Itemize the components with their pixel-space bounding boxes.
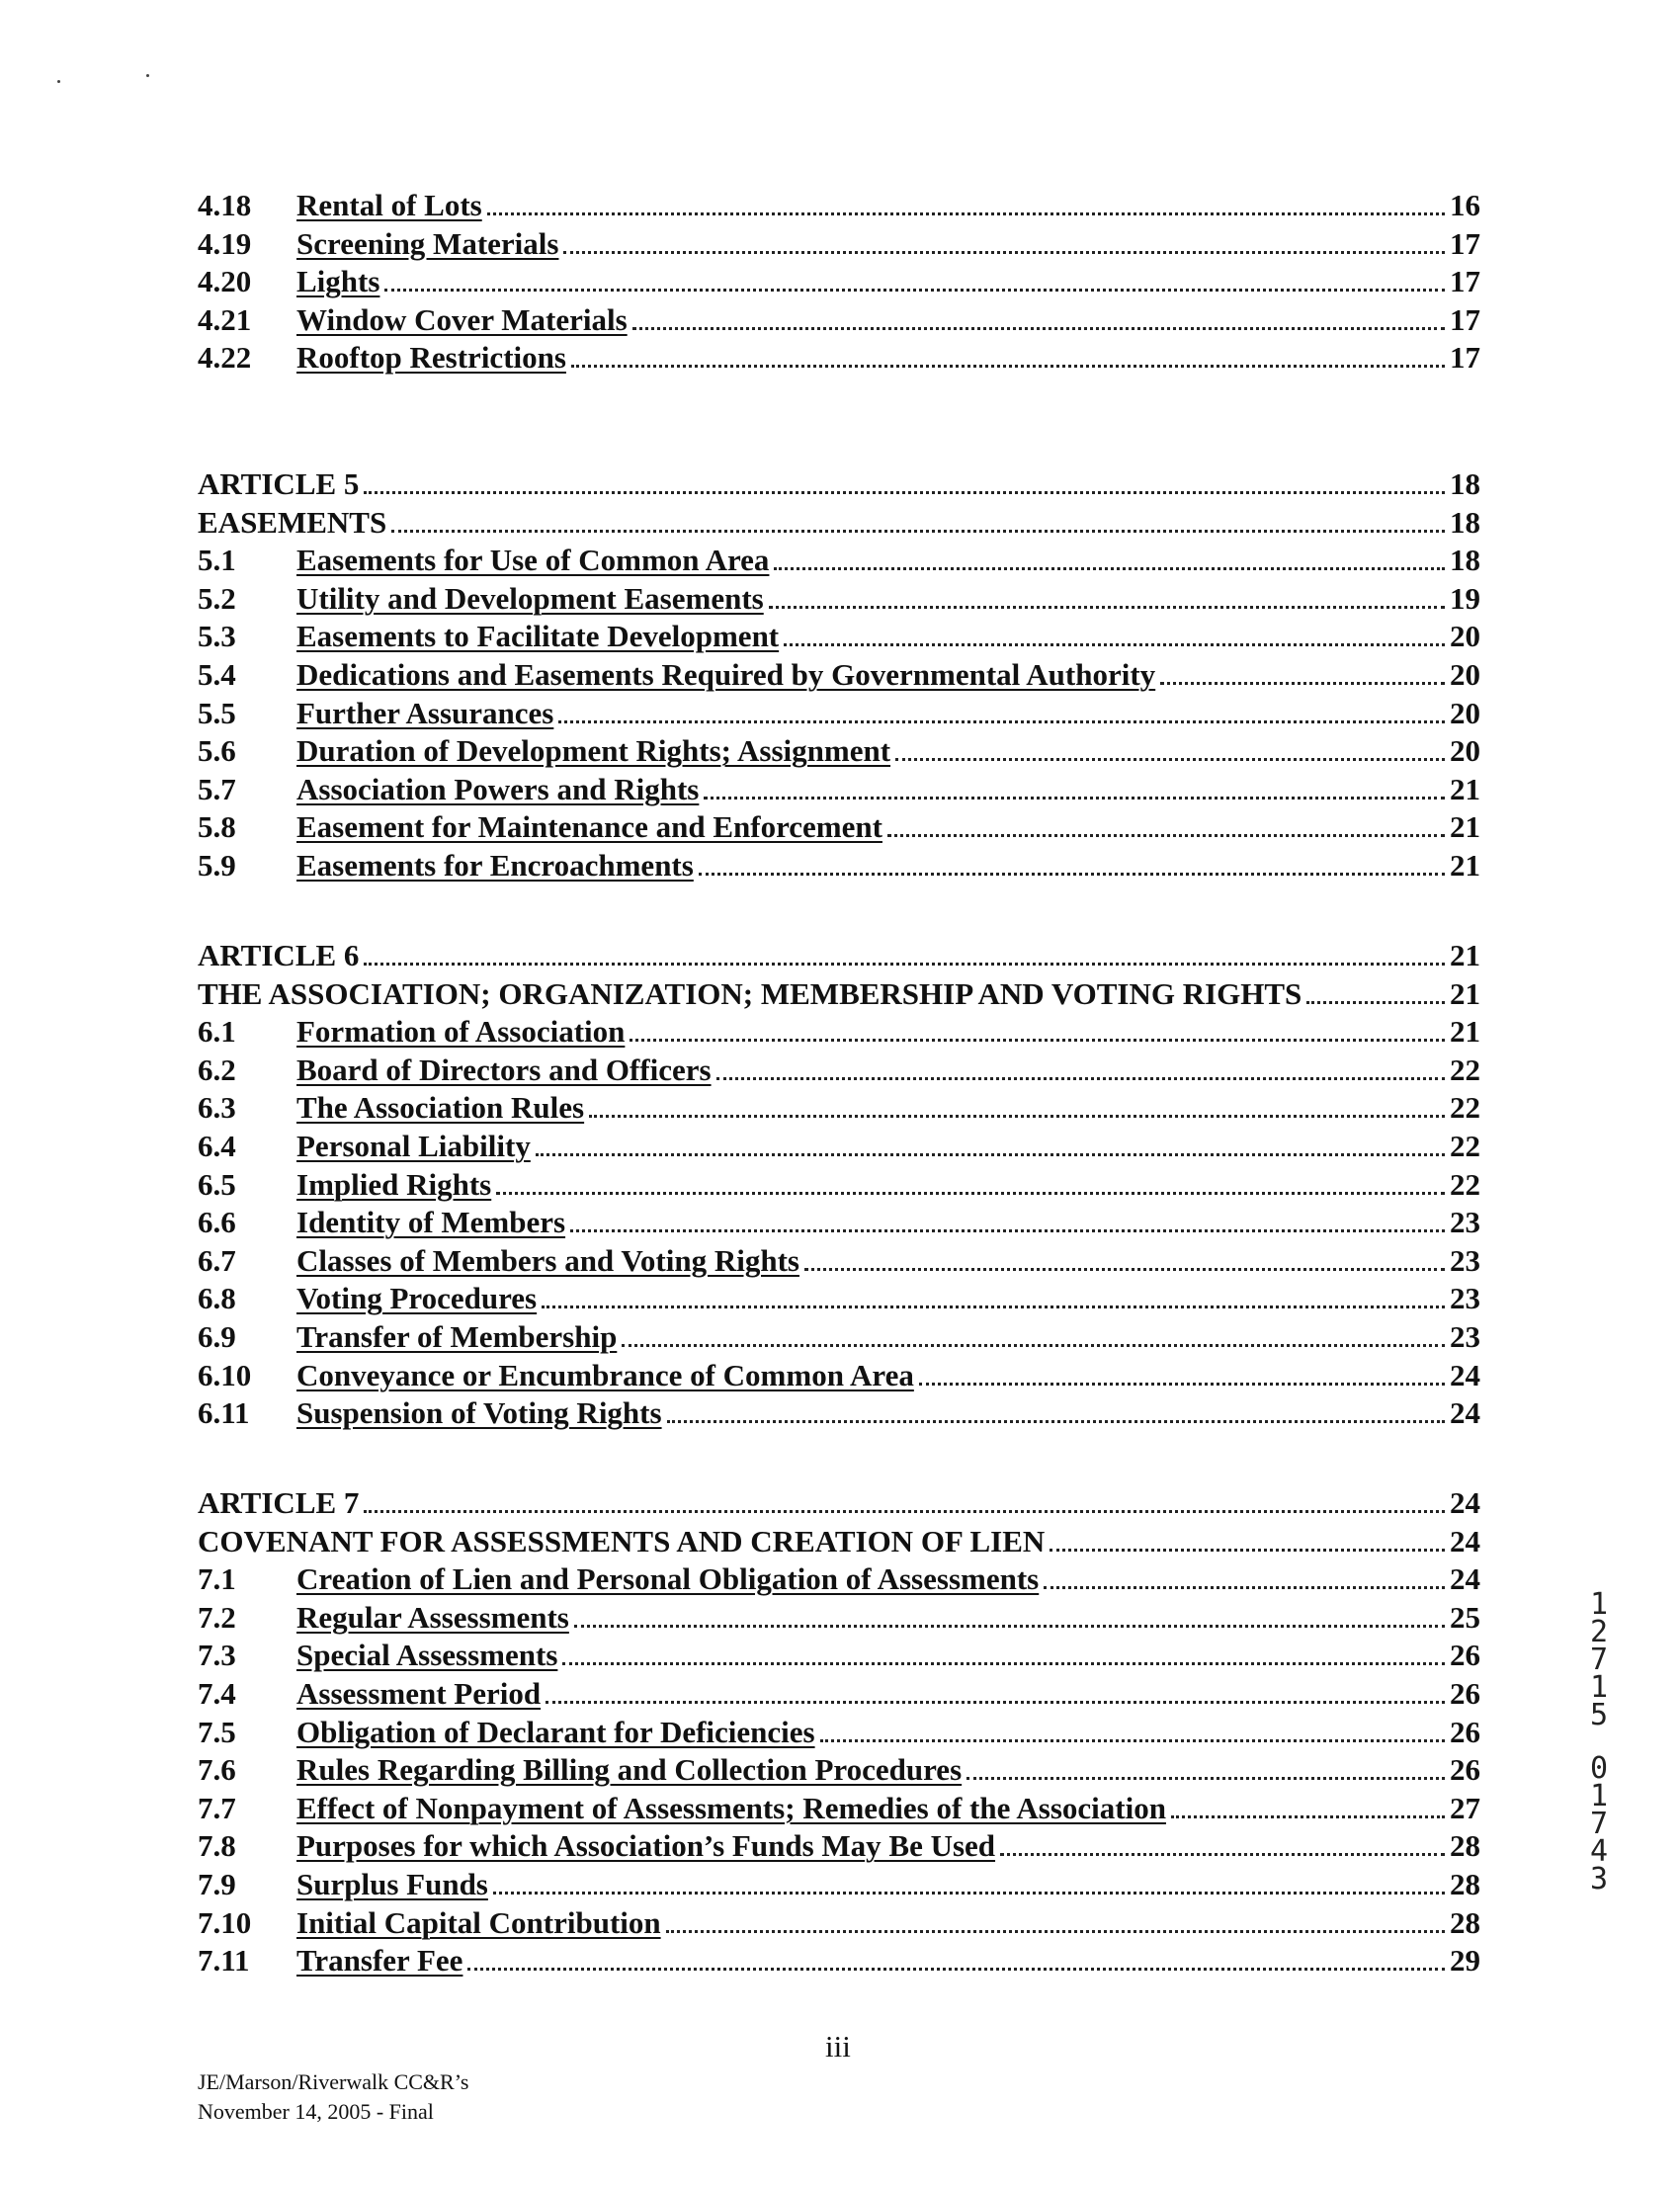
section-title: Special Assessments xyxy=(296,1638,558,1673)
section-title: Personal Liability xyxy=(296,1129,531,1163)
section-title: Lights xyxy=(296,264,380,299)
dot-leader xyxy=(574,1598,1445,1628)
toc-entry xyxy=(198,1393,1480,1433)
section-title: Identity of Members xyxy=(296,1205,566,1240)
section-number: 4.22 xyxy=(198,340,252,376)
toc-entry xyxy=(198,186,1480,225)
page-reference: 29 xyxy=(1450,1943,1480,1979)
toc-entry xyxy=(198,300,1480,340)
section-title: Implied Rights xyxy=(296,1166,492,1202)
section-number: 5.7 xyxy=(198,771,236,806)
page-reference: 21 xyxy=(1450,1014,1480,1050)
dot-leader xyxy=(784,617,1445,646)
page-reference: 21 xyxy=(1450,771,1480,806)
section-number: 5.3 xyxy=(198,619,236,654)
dot-leader xyxy=(716,1051,1445,1080)
page-reference: 19 xyxy=(1450,580,1480,616)
section-number: 6.7 xyxy=(198,1242,236,1278)
toc-entry xyxy=(198,1674,1480,1714)
page-reference: 16 xyxy=(1450,188,1480,222)
section-title: Utility and Development Easements xyxy=(296,580,764,616)
page-reference: 21 xyxy=(1450,809,1480,845)
page-reference: 24 xyxy=(1450,1357,1480,1392)
dot-leader xyxy=(1171,1789,1445,1818)
section-number: 7.11 xyxy=(198,1943,250,1979)
page-reference: 23 xyxy=(1450,1281,1480,1316)
section-number: 7.6 xyxy=(198,1752,236,1788)
page-reference: 20 xyxy=(1450,657,1480,692)
dot-leader xyxy=(966,1750,1445,1780)
section-number: 6.3 xyxy=(198,1090,236,1126)
dot-leader xyxy=(804,1241,1445,1271)
page-reference: 22 xyxy=(1450,1129,1480,1163)
article-heading: ARTICLE 6 xyxy=(198,938,360,972)
dot-leader xyxy=(364,1483,1445,1513)
page-reference: 20 xyxy=(1450,695,1480,730)
page-reference: 22 xyxy=(1450,1166,1480,1202)
toc-entry xyxy=(198,1636,1480,1675)
section-number: 5.4 xyxy=(198,657,236,692)
stamp-group-1: 1 2 7 1 5 xyxy=(1589,1587,1609,1732)
section-title: Board of Directors and Officers xyxy=(296,1052,712,1087)
toc-entry xyxy=(198,338,1480,378)
section-title: Rental of Lots xyxy=(296,188,482,222)
toc-entry xyxy=(198,974,1480,1014)
page-reference: 17 xyxy=(1450,301,1480,337)
section-title: The Association Rules xyxy=(296,1090,585,1126)
toc-entry xyxy=(198,1865,1480,1904)
article-heading: ARTICLE 7 xyxy=(198,1485,360,1520)
toc-entry xyxy=(198,579,1480,619)
section-title: Obligation of Declarant for Deficiencies xyxy=(296,1714,815,1749)
toc-entry xyxy=(198,224,1480,264)
page-reference: 24 xyxy=(1450,1485,1480,1520)
toc-entry xyxy=(198,1012,1480,1052)
toc-entry xyxy=(198,731,1480,771)
section-number: 7.5 xyxy=(198,1714,236,1749)
section-number: 5.1 xyxy=(198,543,236,578)
dot-leader xyxy=(820,1713,1445,1742)
dot-leader xyxy=(589,1088,1445,1118)
page-reference: 17 xyxy=(1450,340,1480,376)
stamp-group-2: 0 1 7 4 3 xyxy=(1589,1751,1609,1896)
section-number: 6.1 xyxy=(198,1014,236,1050)
dot-leader xyxy=(384,262,1445,292)
section-title: Easements for Use of Common Area xyxy=(296,543,770,578)
dot-leader xyxy=(570,1203,1445,1232)
page-reference: 22 xyxy=(1450,1090,1480,1126)
page-reference: 21 xyxy=(1450,975,1480,1011)
toc-entry xyxy=(198,1826,1480,1866)
toc-entry xyxy=(198,617,1480,656)
dot-leader xyxy=(364,936,1445,966)
dot-leader xyxy=(496,1165,1445,1195)
section-title: Further Assurances xyxy=(296,695,554,730)
section-title: Transfer Fee xyxy=(296,1943,463,1979)
section-number: 7.2 xyxy=(198,1599,236,1635)
article-heading: EASEMENTS xyxy=(198,504,387,540)
section-title: Easements for Encroachments xyxy=(296,848,694,883)
section-number: 7.10 xyxy=(198,1904,252,1940)
article-heading: ARTICLE 5 xyxy=(198,466,360,501)
toc-entry xyxy=(198,1789,1480,1828)
section-title: Window Cover Materials xyxy=(296,301,628,337)
page-reference: 28 xyxy=(1450,1867,1480,1901)
page-reference: 23 xyxy=(1450,1242,1480,1278)
toc-entry xyxy=(198,1559,1480,1599)
dot-leader xyxy=(622,1317,1445,1347)
section-title: Screening Materials xyxy=(296,225,559,261)
page-reference: 18 xyxy=(1450,466,1480,501)
dot-leader xyxy=(493,1865,1445,1895)
section-title: Effect of Nonpayment of Assessments; Remedies of the Association xyxy=(296,1790,1166,1825)
page-reference: 26 xyxy=(1450,1714,1480,1749)
section-title: Easement for Maintenance and Enforcement xyxy=(296,809,882,845)
section-title: Initial Capital Contribution xyxy=(296,1904,661,1940)
page-reference: 26 xyxy=(1450,1676,1480,1711)
section-number: 7.7 xyxy=(198,1790,236,1825)
section-number: 6.9 xyxy=(198,1319,236,1354)
dot-leader xyxy=(630,1012,1445,1042)
section-number: 5.5 xyxy=(198,695,236,730)
toc-entry xyxy=(198,1941,1480,1980)
article-heading: COVENANT FOR ASSESSMENTS AND CREATION OF LIEN xyxy=(198,1523,1046,1558)
dot-leader xyxy=(887,807,1445,837)
footer-line-2: November 14, 2005 - Final xyxy=(198,2099,434,2124)
toc-entry xyxy=(198,1088,1480,1128)
footer-line-1: JE/Marson/Riverwalk CC&R’s xyxy=(198,2069,469,2094)
section-number: 6.10 xyxy=(198,1357,252,1392)
section-number: 5.2 xyxy=(198,580,236,616)
section-title: Assessment Period xyxy=(296,1676,542,1711)
section-title: Conveyance or Encumbrance of Common Area xyxy=(296,1357,914,1392)
page-reference: 20 xyxy=(1450,619,1480,654)
section-number: 4.20 xyxy=(198,264,252,299)
toc-entry xyxy=(198,1356,1480,1395)
dot-leader xyxy=(467,1941,1445,1971)
dot-leader xyxy=(536,1127,1445,1156)
scan-specks xyxy=(57,74,63,80)
dot-leader xyxy=(1306,974,1445,1004)
page-reference: 28 xyxy=(1450,1828,1480,1864)
section-number: 7.9 xyxy=(198,1867,236,1901)
page-reference: 17 xyxy=(1450,225,1480,261)
section-title: Transfer of Membership xyxy=(296,1319,618,1354)
toc-entry xyxy=(198,541,1480,580)
toc-entry xyxy=(198,1165,1480,1205)
section-number: 7.4 xyxy=(198,1676,236,1711)
section-title: Easements to Facilitate Development xyxy=(296,619,780,654)
section-number: 6.4 xyxy=(198,1129,236,1163)
article-heading: THE ASSOCIATION; ORGANIZATION; MEMBERSHIP AND VOTING RIGHTS xyxy=(198,975,1302,1011)
toc-entry xyxy=(198,1203,1480,1242)
page-reference: 18 xyxy=(1450,543,1480,578)
dot-leader xyxy=(699,846,1445,876)
section-title: Classes of Members and Voting Rights xyxy=(296,1242,799,1278)
section-title: Dedications and Easements Required by Governmental Authority xyxy=(296,657,1156,692)
dot-leader xyxy=(364,464,1445,494)
dot-leader xyxy=(895,731,1445,761)
section-title: Formation of Association xyxy=(296,1014,626,1050)
toc-entry xyxy=(198,1522,1480,1561)
section-title: Rules Regarding Billing and Collection Procedures xyxy=(296,1752,963,1788)
section-number: 6.8 xyxy=(198,1281,236,1316)
dot-leader xyxy=(774,541,1445,570)
toc-entry xyxy=(198,1598,1480,1638)
page-reference: 24 xyxy=(1450,1395,1480,1431)
dot-leader xyxy=(666,1903,1445,1933)
toc-entry xyxy=(198,846,1480,885)
section-title: Regular Assessments xyxy=(296,1599,569,1635)
section-number: 5.6 xyxy=(198,733,236,769)
footer xyxy=(198,2067,468,2127)
page-reference: 24 xyxy=(1450,1561,1480,1597)
section-title: Purposes for which Association’s Funds May Be Used xyxy=(296,1828,996,1864)
toc-entry xyxy=(198,655,1480,695)
section-number: 5.8 xyxy=(198,809,236,845)
dot-leader xyxy=(391,503,1445,533)
page-reference: 24 xyxy=(1450,1523,1480,1558)
section-number: 6.6 xyxy=(198,1205,236,1240)
section-title: Surplus Funds xyxy=(296,1867,488,1901)
section-number: 6.2 xyxy=(198,1052,236,1087)
dot-leader xyxy=(1050,1522,1445,1552)
dot-leader xyxy=(487,186,1445,215)
section-number: 4.18 xyxy=(198,188,252,222)
toc-entry xyxy=(198,1903,1480,1943)
dot-leader xyxy=(667,1393,1445,1423)
section-title: Suspension of Voting Rights xyxy=(296,1395,662,1431)
toc-entry xyxy=(198,1279,1480,1318)
section-title: Association Powers and Rights xyxy=(296,771,700,806)
page-reference: 23 xyxy=(1450,1319,1480,1354)
section-title: Voting Procedures xyxy=(296,1281,538,1316)
page-reference: 26 xyxy=(1450,1752,1480,1788)
section-number: 4.21 xyxy=(198,301,252,337)
page-reference: 28 xyxy=(1450,1904,1480,1940)
page-reference: 21 xyxy=(1450,848,1480,883)
dot-leader xyxy=(704,770,1445,800)
dot-leader xyxy=(563,224,1445,254)
toc-entry xyxy=(198,503,1480,543)
section-number: 7.8 xyxy=(198,1828,236,1864)
section-number: 4.19 xyxy=(198,225,252,261)
page-reference: 21 xyxy=(1450,938,1480,972)
page-reference: 22 xyxy=(1450,1052,1480,1087)
dot-leader xyxy=(769,579,1445,609)
dot-leader xyxy=(1000,1826,1445,1856)
page-reference: 20 xyxy=(1450,733,1480,769)
section-title: Duration of Development Rights; Assignment xyxy=(296,733,891,769)
toc-entry xyxy=(198,770,1480,809)
page-reference: 27 xyxy=(1450,1790,1480,1825)
dot-leader xyxy=(558,694,1445,723)
section-number: 7.1 xyxy=(198,1561,236,1597)
dot-leader xyxy=(1044,1559,1445,1589)
section-number: 6.5 xyxy=(198,1166,236,1202)
section-number: 5.9 xyxy=(198,848,236,883)
dot-leader xyxy=(571,338,1445,368)
toc-entry xyxy=(198,694,1480,733)
page-reference: 23 xyxy=(1450,1205,1480,1240)
dot-leader xyxy=(632,300,1445,330)
section-title: Rooftop Restrictions xyxy=(296,340,566,376)
page-number: iii xyxy=(825,2029,851,2064)
page-reference: 17 xyxy=(1450,264,1480,299)
page-reference: 18 xyxy=(1450,504,1480,540)
page-reference: 26 xyxy=(1450,1638,1480,1673)
toc-entry xyxy=(198,1483,1480,1523)
recording-stamp xyxy=(1579,1587,1619,1896)
section-number: 7.3 xyxy=(198,1638,236,1673)
dot-leader xyxy=(919,1356,1445,1386)
toc-entry xyxy=(198,936,1480,975)
dot-leader xyxy=(546,1674,1445,1704)
toc-entry xyxy=(198,262,1480,301)
toc-entry xyxy=(198,1127,1480,1166)
dot-leader xyxy=(1160,655,1445,685)
section-title: Creation of Lien and Personal Obligation of Assessments xyxy=(296,1561,1040,1597)
toc-entry xyxy=(198,1051,1480,1090)
toc-entry xyxy=(198,1241,1480,1281)
toc-entry xyxy=(198,1317,1480,1357)
dot-leader xyxy=(562,1636,1445,1665)
page-reference: 25 xyxy=(1450,1599,1480,1635)
toc-entry xyxy=(198,1713,1480,1752)
toc-entry xyxy=(198,1750,1480,1790)
section-number: 6.11 xyxy=(198,1395,250,1431)
dot-leader xyxy=(542,1279,1445,1308)
toc-entry xyxy=(198,807,1480,847)
toc-entry xyxy=(198,464,1480,504)
